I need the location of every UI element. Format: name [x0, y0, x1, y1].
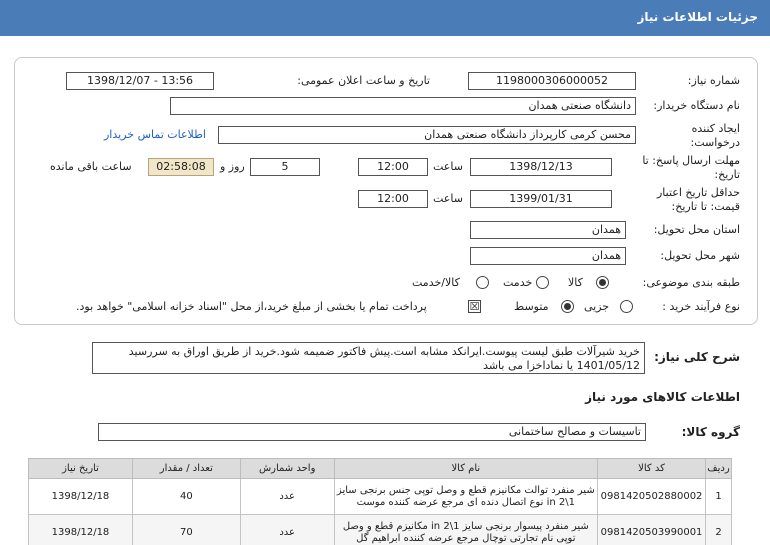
buyer-org-label: نام دستگاه خریدار:: [653, 99, 740, 112]
cell-date: 1398/12/18: [29, 479, 133, 515]
city-label: شهر محل تحویل:: [660, 249, 740, 262]
col-code: کد کالا: [598, 459, 706, 479]
goods-group-field[interactable]: تاسیسات و مصالح ساختمانی: [98, 423, 646, 441]
cell-row: 1: [706, 479, 732, 515]
col-unit: واحد شمارش: [240, 459, 334, 479]
col-qty: تعداد / مقدار: [132, 459, 240, 479]
category-label: طبقه بندی موضوعی:: [642, 276, 740, 289]
col-row: ردیف: [706, 459, 732, 479]
treasury-payment-note: پرداخت تمام یا بخشی از مبلغ خرید،از محل "اسناد خزانه اسلامی" خواهد بود.: [76, 300, 427, 313]
days-label: روز و: [220, 160, 245, 173]
need-number-label: شماره نیاز:: [687, 74, 740, 87]
timer-label: ساعت باقی مانده: [50, 160, 132, 173]
purchase-medium-label: متوسط: [514, 300, 549, 313]
cell-unit: عدد: [240, 515, 334, 545]
deadline-time-field[interactable]: 12:00: [358, 158, 428, 176]
cell-name: شیر منفرد پیسوار برنجی سایز 1\2 in مکانیزم قطع و وصل توپی نام تجارتی توچال مرجع عرضه کننده ابراهیم گل: [334, 515, 597, 545]
category-goods-radio[interactable]: [596, 276, 609, 289]
countdown-timer: 02:58:08: [148, 158, 214, 176]
deadline-time-label: ساعت: [433, 160, 463, 173]
cell-code: 0981420502880002: [598, 479, 706, 515]
deadline-date-field[interactable]: 1398/12/13: [470, 158, 612, 176]
purchase-minor-radio[interactable]: [620, 300, 633, 313]
table-row[interactable]: [29, 479, 732, 515]
purchase-minor-label: جزیی: [584, 300, 610, 313]
days-remaining-field[interactable]: 5: [250, 158, 320, 176]
description-label: شرح کلی نیاز:: [654, 350, 740, 364]
cell-name: شیر منفرد توالت مکانیزم قطع و وصل توپی جنس برنجی سایز 1\2 in نوع اتصال دنده ای مرجع عرضه کننده موست: [334, 479, 597, 515]
need-number-field[interactable]: 1198000306000052: [468, 72, 636, 90]
validity-date-field[interactable]: 1399/01/31: [470, 190, 612, 208]
purchase-medium-radio[interactable]: [561, 300, 574, 313]
category-goods-label: کالا: [568, 276, 583, 289]
category-service-radio[interactable]: [536, 276, 549, 289]
col-name: نام کالا: [334, 459, 597, 479]
validity-time-field[interactable]: 12:00: [358, 190, 428, 208]
deadline-label: مهلت ارسال پاسخ: تا تاریخ:: [642, 154, 740, 181]
cell-qty: 70: [132, 515, 240, 545]
cell-unit: عدد: [240, 479, 334, 515]
page-title: جزئیات اطلاعات نیاز: [637, 10, 758, 24]
category-goods-service-radio[interactable]: [476, 276, 489, 289]
category-service-label: خدمت: [503, 276, 533, 289]
buyer-contact-link[interactable]: اطلاعات تماس خریدار: [104, 128, 206, 141]
creator-label: ایجاد کننده درخواست:: [690, 122, 740, 149]
cell-code: 0981420503990001: [598, 515, 706, 545]
goods-table: [28, 458, 732, 545]
table-row[interactable]: [29, 515, 732, 545]
goods-group-label: گروه کالا:: [681, 425, 740, 439]
creator-field[interactable]: محسن کرمی کارپرداز دانشگاه صنعتی همدان: [218, 126, 636, 144]
province-label: استان محل تحویل:: [653, 223, 740, 236]
announce-date-label: تاریخ و ساعت اعلان عمومی:: [297, 74, 430, 87]
description-text: خرید شیرآلات طبق لیست پیوست.ایرانکد مشابه است.پیش فاکتور ضمیمه شود.خرید از طریق اوراق به سررسید 1401/05/12 یا نماداخزا می باشد: [92, 342, 645, 374]
page-header: [0, 0, 770, 36]
category-goods-service-label: کالا/خدمت: [412, 276, 460, 289]
purchase-type-label: نوع فرآیند خرید :: [662, 300, 740, 313]
city-field[interactable]: همدان: [470, 247, 626, 265]
announce-date-field[interactable]: 1398/12/07 - 13:56: [66, 72, 214, 90]
treasury-payment-checkbox[interactable]: ☒: [469, 300, 480, 313]
goods-info-title: اطلاعات کالاهای مورد نیاز: [585, 390, 740, 404]
col-date: تاریخ نیاز: [29, 459, 133, 479]
cell-qty: 40: [132, 479, 240, 515]
province-field[interactable]: همدان: [470, 221, 626, 239]
validity-label: حداقل تاریخ اعتبار قیمت: تا تاریخ:: [656, 186, 740, 213]
buyer-org-field[interactable]: دانشگاه صنعتی همدان: [170, 97, 636, 115]
validity-time-label: ساعت: [433, 192, 463, 205]
cell-date: 1398/12/18: [29, 515, 133, 545]
cell-row: 2: [706, 515, 732, 545]
